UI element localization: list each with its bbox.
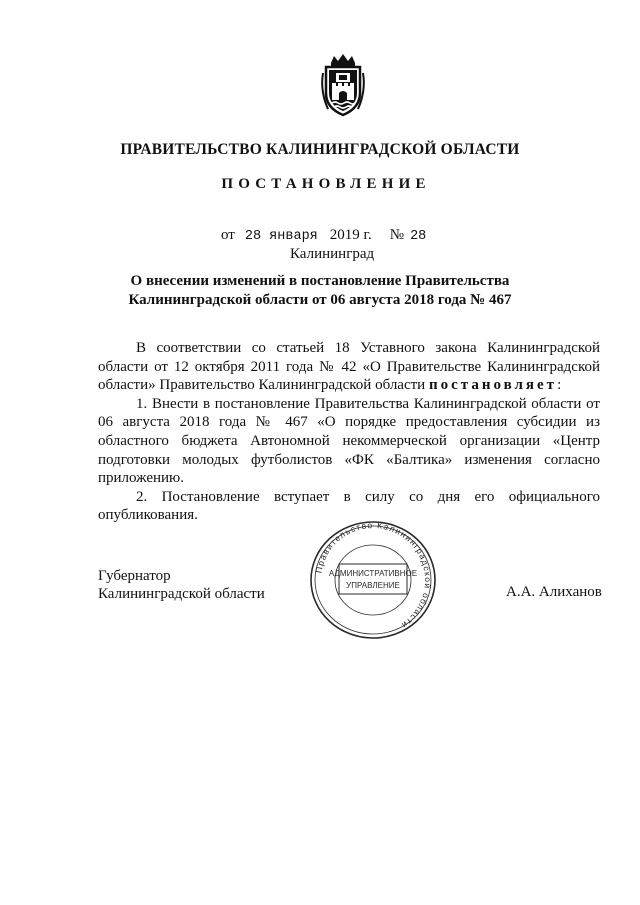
date-line xyxy=(221,227,426,244)
signatory-title-line-2: Калининградской области xyxy=(98,586,265,602)
paragraph-preamble xyxy=(98,339,600,395)
signatory-title xyxy=(98,567,265,603)
preamble-text: В соответствии со статьей 18 Уставного закона Калининградской области от 12 октября 2011 года № 42 «О Правительстве Калининградской области» Правительство Калининградской области xyxy=(98,340,600,394)
date-day-month: 28 января xyxy=(244,229,318,244)
document-body xyxy=(98,339,600,525)
document-number: 28 xyxy=(410,229,427,244)
paragraph-item-2: 2. Постановление вступает в силу со дня его официального опубликования. xyxy=(98,488,600,524)
document-type-heading: ПОСТАНОВЛЕНИЕ xyxy=(221,176,431,192)
paragraph-item-1: 1. Внести в постановление Правительства Калининградской области от 06 августа 2018 года № 467 «О порядке предоставления субсидии из областного бюджета Автономной некоммерческой организации «Центр подготовки молодых футболистов «ФК «Балтика» изменения согласно приложению. xyxy=(98,395,600,487)
official-stamp xyxy=(306,518,440,642)
government-title: ПРАВИТЕЛЬСТВО КАЛИНИНГРАДСКОЙ ОБЛАСТИ xyxy=(120,141,520,158)
signatory-title-line-1: Губернатор xyxy=(98,568,171,584)
date-prefix: от xyxy=(221,227,235,243)
signatory-name: А.А. Алиханов xyxy=(506,584,602,600)
number-sign: № xyxy=(389,227,405,243)
preamble-end: : xyxy=(557,377,562,394)
stamp-center-line-1: АДМИНИСТРАТИВНОЕ xyxy=(328,569,418,578)
decree-word: постановляет xyxy=(428,377,558,394)
document-subject xyxy=(0,272,640,310)
stamp-ring-text: Правительство Калининградской области xyxy=(313,519,434,631)
city-name: Калининград xyxy=(290,246,375,262)
subject-line-1: О внесении изменений в постановление Правительства xyxy=(130,273,510,289)
subject-line-2: Калининградской области от 06 августа 2018 года № 467 xyxy=(128,292,512,308)
stamp-center-line-2: УПРАВЛЕНИЕ xyxy=(346,581,400,590)
date-year: 2019 г. xyxy=(329,227,372,243)
coat-of-arms-icon xyxy=(318,53,368,117)
